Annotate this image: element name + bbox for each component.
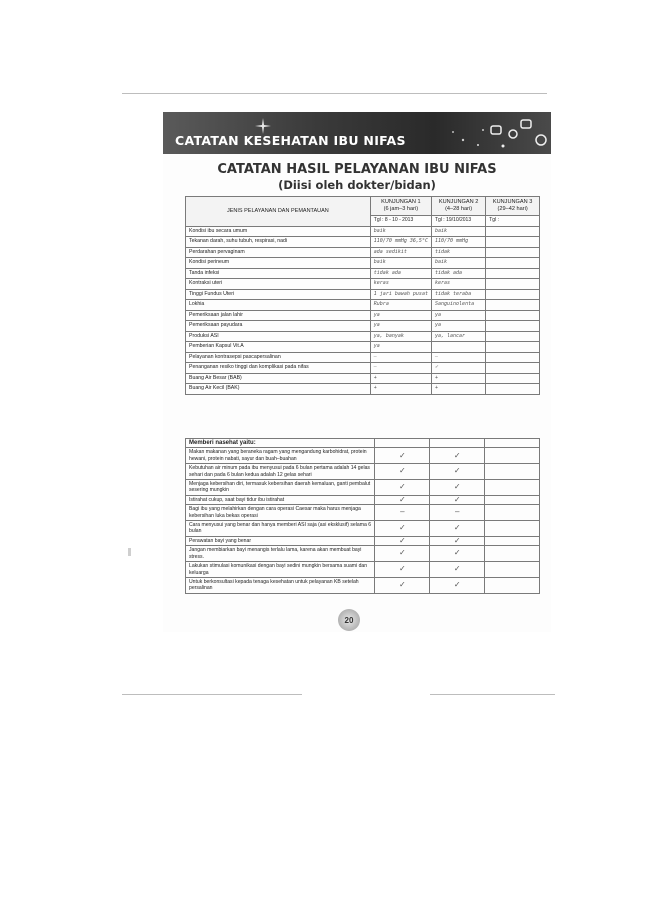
visit-2-check: ✓ [430,480,485,496]
visit-1-check: ✓ [375,464,430,480]
table-row [186,237,540,248]
visit-1-value: – [370,363,431,374]
visit-1-value: tidak ada [370,268,431,279]
scan-edge-mark [128,548,131,556]
advice-row [186,577,540,593]
advice-text: Makan makanan yang beraneka ragam yang mengandung karbohidrat, protein hewani, protein nabati, sayur dan buah–buahan [186,448,375,464]
page-number: 20 [338,609,360,631]
advice-row [186,505,540,521]
visit-1-range: (6 jam–3 hari) [383,206,419,212]
visit-2-value: ya [431,321,485,332]
visit-3-value [486,268,540,279]
service-column-header: JENIS PELAYANAN DAN PEMANTAUAN [186,197,371,227]
visit-1-label: KUNJUNGAN 1 [381,199,421,205]
visit-1-check: ✓ [375,536,430,545]
table-row [186,268,540,279]
visit-3-range: (29–42 hari) [497,206,528,212]
service-label: Kontraksi uteri [186,279,371,290]
visit-2-value: baik [431,258,485,269]
visit-1-value: 1 jari bawah pusat [370,289,431,300]
visit-1-check: ✓ [375,521,430,537]
service-label: Pemeriksaan payudara [186,321,371,332]
visit-3-value [486,331,540,342]
visit-1-value: ya, banyak [370,331,431,342]
visit-1-value: ada sedikit [370,247,431,258]
advice-text: Istirahat cukup, saat bayi tidur ibu istirahat [186,495,375,504]
visit-2-check: ✓ [430,448,485,464]
visit-1-check: ✓ [375,495,430,504]
visit-1-value: baik [370,258,431,269]
visit-2-value: 110/70 mmHg [431,237,485,248]
advice-text: Bagi ibu yang melahirkan dengan cara operasi Caesar maka harus menjaga kebersihan luka bekas operasi [186,505,375,521]
visit-3-value [486,300,540,311]
service-label: Pemberian Kapsul Vit.A [186,342,371,353]
advice-text: Lakukan stimulasi komunikasi dengan bayi sedini mungkin bersama suami dan keluarga [186,562,375,578]
table-row [186,279,540,290]
visit-2-check: ✓ [430,495,485,504]
advice-row [186,448,540,464]
visit-3-check [485,521,540,537]
visit-3-value [486,289,540,300]
table-row [186,258,540,269]
table-row [186,226,540,237]
visit-3-date: Tgl : [486,216,540,227]
service-label: Tinggi Fundus Uteri [186,289,371,300]
visit-1-value: Rubra [370,300,431,311]
service-label: Lokhia [186,300,371,311]
visit-2-value: + [431,384,485,395]
visit-3-value [486,310,540,321]
visit-1-check: – [375,505,430,521]
visit-3-value [486,279,540,290]
visit-3-check [485,577,540,593]
heading-block [163,162,551,192]
visit-3-check [485,536,540,545]
visit-1-value: 110/70 mmHg 36,5°C [370,237,431,248]
table-row [186,384,540,395]
advice-text: Cara menyusui yang benar dan hanya memberi ASI saja (asi eksklusif) selama 6 bulan [186,521,375,537]
advice-text: Kebutuhan air minum pada ibu menyusui pada 6 bulan pertama adalah 14 gelas sehari dan pada 6 bulan kedua adalah 12 gelas sehari [186,464,375,480]
page-title: CATATAN HASIL PELAYANAN IBU NIFAS [217,162,497,177]
visit-3-value [486,352,540,363]
visit-3-check [485,562,540,578]
advice-row [186,521,540,537]
table-row [186,373,540,384]
service-label: Kondisi ibu secara umum [186,226,371,237]
service-label: Buang Air Kecil (BAK) [186,384,371,395]
service-label: Produksi ASI [186,331,371,342]
service-label: Tekanan darah, suhu tubuh, respirasi, nadi [186,237,371,248]
visit-1-header [370,197,431,216]
service-label: Buang Air Besar (BAB) [186,373,371,384]
visit-2-value [431,342,485,353]
visit-3-check [485,448,540,464]
advice-row [186,464,540,480]
visit-1-value: ya [370,310,431,321]
visit-2-value: + [431,373,485,384]
service-table [185,196,540,395]
advice-table [185,438,540,594]
visit-1-value: + [370,384,431,395]
visit-1-value: baik [370,226,431,237]
visit-3-value [486,237,540,248]
advice-title: Memberi nasehat yaitu: [186,439,375,448]
visit-2-check: ✓ [430,536,485,545]
scan-top-line [122,93,547,94]
table-row [186,289,540,300]
visit-2-value: ya, lancar [431,331,485,342]
table-row [186,310,540,321]
advice-text: Jangan membiarkan bayi menangis terlalu lama, karena akan membuat bayi stress. [186,546,375,562]
empty-cell [485,439,540,448]
visit-2-value: tidak teraba [431,289,485,300]
visit-2-check: – [430,505,485,521]
advice-row [186,546,540,562]
visit-3-check [485,464,540,480]
book-page [163,112,551,632]
scan-bottom-line [122,694,302,695]
visit-2-value: Sanguinolenta [431,300,485,311]
table-row [186,300,540,311]
visit-3-value [486,321,540,332]
service-label: Penanganan resiko tinggi dan komplikasi pada nifas [186,363,371,374]
visit-3-value [486,363,540,374]
visit-1-value: ya [370,321,431,332]
visit-2-check: ✓ [430,577,485,593]
table-row [186,352,540,363]
visit-3-check [485,546,540,562]
visit-2-check: ✓ [430,562,485,578]
scan-bottom-line-right [430,694,555,695]
visit-1-check: ✓ [375,448,430,464]
service-label: Pelayanan kontrasepsi pascapersalinan [186,352,371,363]
visit-3-value [486,258,540,269]
visit-3-value [486,226,540,237]
visit-2-value: baik [431,226,485,237]
visit-3-label: KUNJUNGAN 3 [492,199,533,205]
visit-2-value: ya [431,310,485,321]
visit-2-check: ✓ [430,546,485,562]
visit-1-check: ✓ [375,577,430,593]
visit-2-check: ✓ [430,521,485,537]
banner [163,112,551,154]
table-row [186,363,540,374]
visit-1-check: ✓ [375,546,430,562]
visit-2-value: tidak [431,247,485,258]
advice-text: Menjaga kebersihan diri, termasuk kebersihan daerah kemaluan, ganti pembalut sesering mungkin [186,480,375,496]
banner-title: CATATAN KESEHATAN IBU NIFAS [175,133,406,148]
table-row [186,247,540,258]
visit-1-value: – [370,352,431,363]
service-label: Pemeriksaan jalan lahir [186,310,371,321]
visit-3-check [485,480,540,496]
visit-2-value: ✓ [431,363,485,374]
service-label: Kondisi perineum [186,258,371,269]
table-row [186,342,540,353]
visit-3-value [486,384,540,395]
visit-3-check [485,505,540,521]
visit-2-value: keras [431,279,485,290]
visit-1-check: ✓ [375,480,430,496]
visit-1-check: ✓ [375,562,430,578]
visit-1-value: ya [370,342,431,353]
visit-2-value: tidak ada [431,268,485,279]
advice-header-row [186,439,540,448]
service-label: Perdarahan pervaginam [186,247,371,258]
visit-1-date: Tgl : 8 - 10 - 2013 [370,216,431,227]
page-subtitle: (Diisi oleh dokter/bidan) [278,178,436,192]
visit-2-check: ✓ [430,464,485,480]
advice-text: Perawatan bayi yang benar [186,536,375,545]
table-row [186,321,540,332]
visit-1-value: + [370,373,431,384]
advice-row [186,562,540,578]
visit-3-value [486,342,540,353]
advice-row [186,495,540,504]
visit-3-header [486,197,540,216]
visit-3-value [486,373,540,384]
advice-text: Untuk berkonsultasi kepada tenaga kesehatan untuk pelayanan KB setelah persalinan [186,577,375,593]
visit-1-value: keras [370,279,431,290]
visit-3-value [486,247,540,258]
visit-2-label: KUNJUNGAN 2 [438,199,479,205]
empty-cell [430,439,485,448]
table-header-row [186,197,540,216]
visit-2-header [431,197,485,216]
visit-3-check [485,495,540,504]
advice-row [186,536,540,545]
service-label: Tanda infeksi [186,268,371,279]
advice-row [186,480,540,496]
visit-2-value: – [431,352,485,363]
table-row [186,331,540,342]
empty-cell [375,439,430,448]
visit-2-date: Tgl : 19/10/2013 [431,216,485,227]
visit-2-range: (4–28 hari) [445,206,473,212]
